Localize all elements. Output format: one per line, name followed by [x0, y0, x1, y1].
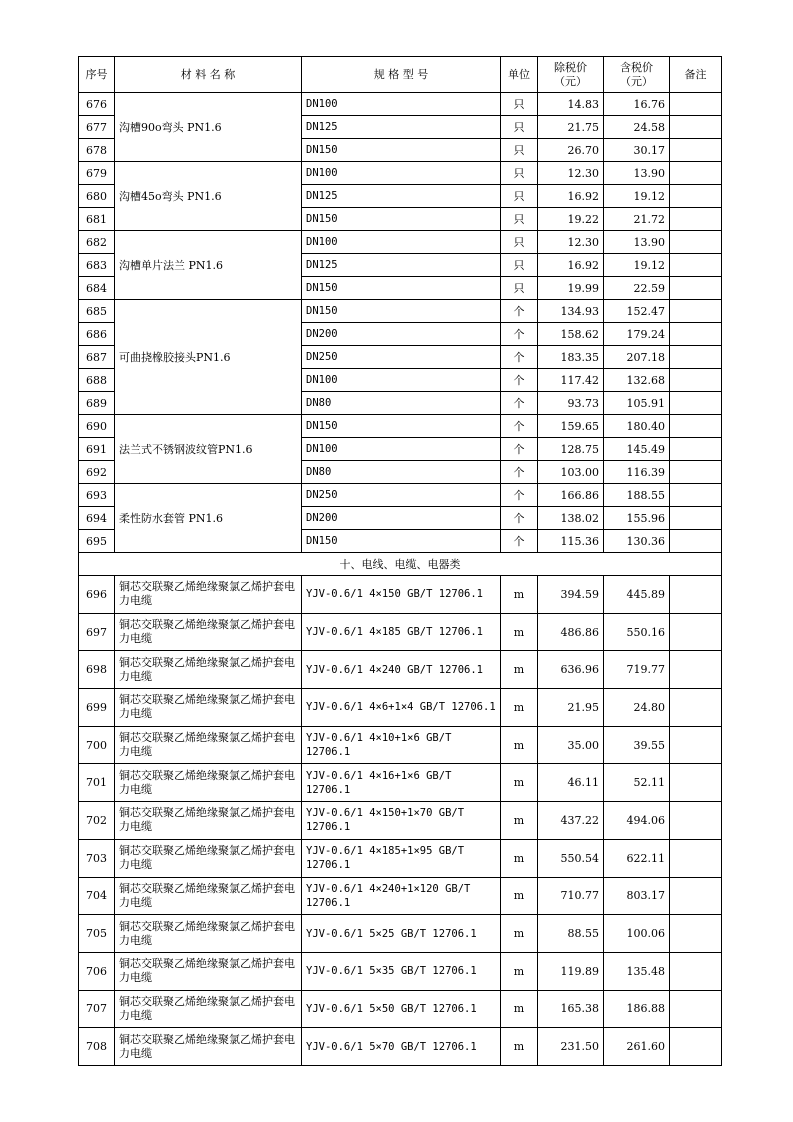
row-price-ex-tax: 16.92	[538, 185, 604, 208]
row-note	[670, 507, 722, 530]
material-name: 铜芯交联聚乙烯绝缘聚氯乙烯护套电力电缆	[115, 839, 302, 877]
material-name: 柔性防水套管 PN1.6	[115, 484, 302, 553]
row-price-ex-tax: 12.30	[538, 231, 604, 254]
table-row	[79, 576, 722, 614]
row-note	[670, 369, 722, 392]
row-note	[670, 726, 722, 764]
row-unit: m	[501, 613, 538, 651]
row-spec: DN80	[302, 461, 501, 484]
row-price-ex-tax: 166.86	[538, 484, 604, 507]
row-seq: 680	[79, 185, 115, 208]
table-row	[79, 415, 722, 438]
row-price-inc-tax: 16.76	[604, 93, 670, 116]
row-seq: 702	[79, 802, 115, 840]
row-note	[670, 231, 722, 254]
row-seq: 698	[79, 651, 115, 689]
table-row	[79, 915, 722, 953]
row-seq: 693	[79, 484, 115, 507]
table-row	[79, 689, 722, 727]
row-unit: m	[501, 689, 538, 727]
row-spec: DN80	[302, 392, 501, 415]
table-row	[79, 802, 722, 840]
row-seq: 683	[79, 254, 115, 277]
row-unit: 个	[501, 484, 538, 507]
material-name: 可曲挠橡胶接头PN1.6	[115, 300, 302, 415]
row-unit: 个	[501, 461, 538, 484]
row-seq: 685	[79, 300, 115, 323]
row-seq: 689	[79, 392, 115, 415]
table-row	[79, 162, 722, 185]
row-unit: 个	[501, 415, 538, 438]
row-unit: 个	[501, 300, 538, 323]
table-row	[79, 651, 722, 689]
row-price-inc-tax: 135.48	[604, 952, 670, 990]
row-unit: m	[501, 802, 538, 840]
table-row	[79, 613, 722, 651]
row-price-ex-tax: 550.54	[538, 839, 604, 877]
row-note	[670, 438, 722, 461]
row-unit: 个	[501, 346, 538, 369]
row-price-inc-tax: 155.96	[604, 507, 670, 530]
row-note	[670, 990, 722, 1028]
row-spec: DN100	[302, 93, 501, 116]
row-spec: DN150	[302, 530, 501, 553]
row-spec: YJV-0.6/1 5×25 GB/T 12706.1	[302, 915, 501, 953]
row-seq: 700	[79, 726, 115, 764]
row-note	[670, 139, 722, 162]
row-price-ex-tax: 183.35	[538, 346, 604, 369]
header-seq: 序号	[79, 57, 115, 93]
row-note	[670, 764, 722, 802]
row-price-ex-tax: 93.73	[538, 392, 604, 415]
header-price-inc-tax-line2: （元）	[620, 74, 653, 88]
row-price-inc-tax: 22.59	[604, 277, 670, 300]
row-seq: 682	[79, 231, 115, 254]
row-seq: 703	[79, 839, 115, 877]
row-price-ex-tax: 117.42	[538, 369, 604, 392]
row-price-inc-tax: 19.12	[604, 185, 670, 208]
row-price-ex-tax: 14.83	[538, 93, 604, 116]
table-row	[79, 300, 722, 323]
row-price-inc-tax: 39.55	[604, 726, 670, 764]
row-note	[670, 952, 722, 990]
row-unit: 只	[501, 254, 538, 277]
row-spec: DN250	[302, 484, 501, 507]
header-price-inc-tax-line1: 含税价	[620, 60, 653, 74]
row-spec: DN100	[302, 162, 501, 185]
row-seq: 704	[79, 877, 115, 915]
row-price-inc-tax: 188.55	[604, 484, 670, 507]
material-name: 铜芯交联聚乙烯绝缘聚氯乙烯护套电力电缆	[115, 1028, 302, 1066]
material-name: 法兰式不锈钢波纹管PN1.6	[115, 415, 302, 484]
row-unit: 只	[501, 231, 538, 254]
row-price-ex-tax: 21.95	[538, 689, 604, 727]
row-price-inc-tax: 116.39	[604, 461, 670, 484]
row-seq: 690	[79, 415, 115, 438]
row-note	[670, 116, 722, 139]
row-price-inc-tax: 179.24	[604, 323, 670, 346]
row-seq: 686	[79, 323, 115, 346]
row-seq: 701	[79, 764, 115, 802]
row-price-inc-tax: 550.16	[604, 613, 670, 651]
row-price-inc-tax: 130.36	[604, 530, 670, 553]
header-note: 备注	[670, 57, 722, 93]
row-price-inc-tax: 207.18	[604, 346, 670, 369]
row-unit: 只	[501, 139, 538, 162]
row-unit: m	[501, 915, 538, 953]
material-name: 铜芯交联聚乙烯绝缘聚氯乙烯护套电力电缆	[115, 990, 302, 1028]
row-unit: m	[501, 839, 538, 877]
row-price-inc-tax: 719.77	[604, 651, 670, 689]
row-note	[670, 576, 722, 614]
row-unit: 只	[501, 208, 538, 231]
header-price-ex-tax	[538, 57, 604, 93]
row-seq: 694	[79, 507, 115, 530]
row-spec: YJV-0.6/1 4×240 GB/T 12706.1	[302, 651, 501, 689]
row-price-inc-tax: 105.91	[604, 392, 670, 415]
row-note	[670, 300, 722, 323]
row-spec: DN250	[302, 346, 501, 369]
row-price-inc-tax: 494.06	[604, 802, 670, 840]
row-price-ex-tax: 16.92	[538, 254, 604, 277]
table-row	[79, 93, 722, 116]
row-unit: m	[501, 877, 538, 915]
material-name: 铜芯交联聚乙烯绝缘聚氯乙烯护套电力电缆	[115, 877, 302, 915]
row-price-inc-tax: 21.72	[604, 208, 670, 231]
row-price-inc-tax: 180.40	[604, 415, 670, 438]
row-note	[670, 392, 722, 415]
row-price-inc-tax: 100.06	[604, 915, 670, 953]
row-unit: m	[501, 764, 538, 802]
row-price-inc-tax: 13.90	[604, 231, 670, 254]
row-spec: DN150	[302, 139, 501, 162]
row-note	[670, 93, 722, 116]
table-row	[79, 839, 722, 877]
row-price-inc-tax: 186.88	[604, 990, 670, 1028]
row-unit: m	[501, 990, 538, 1028]
row-price-inc-tax: 30.17	[604, 139, 670, 162]
price-table	[78, 56, 722, 1066]
header-name: 材 料 名 称	[115, 57, 302, 93]
row-note	[670, 323, 722, 346]
row-spec: YJV-0.6/1 5×70 GB/T 12706.1	[302, 1028, 501, 1066]
row-note	[670, 613, 722, 651]
row-spec: YJV-0.6/1 4×10+1×6 GB/T 12706.1	[302, 726, 501, 764]
row-seq: 677	[79, 116, 115, 139]
row-spec: DN125	[302, 185, 501, 208]
row-spec: YJV-0.6/1 4×185+1×95 GB/T 12706.1	[302, 839, 501, 877]
row-spec: DN150	[302, 208, 501, 231]
row-unit: m	[501, 952, 538, 990]
row-spec: DN100	[302, 231, 501, 254]
row-note	[670, 277, 722, 300]
row-price-ex-tax: 103.00	[538, 461, 604, 484]
row-price-inc-tax: 152.47	[604, 300, 670, 323]
material-name: 铜芯交联聚乙烯绝缘聚氯乙烯护套电力电缆	[115, 952, 302, 990]
row-price-ex-tax: 231.50	[538, 1028, 604, 1066]
row-note	[670, 484, 722, 507]
table-row	[79, 990, 722, 1028]
row-unit: 个	[501, 438, 538, 461]
row-price-ex-tax: 12.30	[538, 162, 604, 185]
section-title: 十、电线、电缆、电器类	[79, 553, 722, 576]
row-note	[670, 530, 722, 553]
row-price-ex-tax: 128.75	[538, 438, 604, 461]
row-price-inc-tax: 803.17	[604, 877, 670, 915]
row-price-ex-tax: 115.36	[538, 530, 604, 553]
row-price-inc-tax: 145.49	[604, 438, 670, 461]
header-price-inc-tax	[604, 57, 670, 93]
row-spec: DN150	[302, 277, 501, 300]
material-name: 铜芯交联聚乙烯绝缘聚氯乙烯护套电力电缆	[115, 802, 302, 840]
row-seq: 679	[79, 162, 115, 185]
row-seq: 696	[79, 576, 115, 614]
row-unit: m	[501, 1028, 538, 1066]
material-name: 沟槽90o弯头 PN1.6	[115, 93, 302, 162]
row-price-ex-tax: 165.38	[538, 990, 604, 1028]
material-name: 铜芯交联聚乙烯绝缘聚氯乙烯护套电力电缆	[115, 651, 302, 689]
row-price-ex-tax: 26.70	[538, 139, 604, 162]
row-price-ex-tax: 134.93	[538, 300, 604, 323]
row-seq: 708	[79, 1028, 115, 1066]
row-seq: 697	[79, 613, 115, 651]
row-unit: 只	[501, 277, 538, 300]
material-name: 铜芯交联聚乙烯绝缘聚氯乙烯护套电力电缆	[115, 726, 302, 764]
row-spec: YJV-0.6/1 4×16+1×6 GB/T 12706.1	[302, 764, 501, 802]
row-price-ex-tax: 19.99	[538, 277, 604, 300]
row-spec: DN150	[302, 300, 501, 323]
row-price-ex-tax: 710.77	[538, 877, 604, 915]
row-seq: 691	[79, 438, 115, 461]
row-unit: m	[501, 651, 538, 689]
row-unit: m	[501, 726, 538, 764]
row-unit: 只	[501, 162, 538, 185]
row-seq: 705	[79, 915, 115, 953]
material-name: 沟槽单片法兰 PN1.6	[115, 231, 302, 300]
row-price-ex-tax: 159.65	[538, 415, 604, 438]
material-name: 铜芯交联聚乙烯绝缘聚氯乙烯护套电力电缆	[115, 576, 302, 614]
row-note	[670, 915, 722, 953]
row-price-ex-tax: 88.55	[538, 915, 604, 953]
table-row	[79, 484, 722, 507]
row-seq: 676	[79, 93, 115, 116]
row-note	[670, 877, 722, 915]
row-unit: 只	[501, 185, 538, 208]
row-seq: 681	[79, 208, 115, 231]
row-spec: DN100	[302, 438, 501, 461]
row-note	[670, 461, 722, 484]
row-price-ex-tax: 21.75	[538, 116, 604, 139]
row-note	[670, 802, 722, 840]
material-name: 铜芯交联聚乙烯绝缘聚氯乙烯护套电力电缆	[115, 689, 302, 727]
row-spec: YJV-0.6/1 4×185 GB/T 12706.1	[302, 613, 501, 651]
row-spec: YJV-0.6/1 4×6+1×4 GB/T 12706.1	[302, 689, 501, 727]
header-price-ex-tax-line1: 除税价	[554, 60, 587, 74]
row-unit: 只	[501, 93, 538, 116]
row-price-ex-tax: 636.96	[538, 651, 604, 689]
row-seq: 695	[79, 530, 115, 553]
header-spec: 规 格 型 号	[302, 57, 501, 93]
material-name: 铜芯交联聚乙烯绝缘聚氯乙烯护套电力电缆	[115, 915, 302, 953]
row-price-ex-tax: 35.00	[538, 726, 604, 764]
row-price-ex-tax: 19.22	[538, 208, 604, 231]
material-name: 铜芯交联聚乙烯绝缘聚氯乙烯护套电力电缆	[115, 764, 302, 802]
row-price-ex-tax: 437.22	[538, 802, 604, 840]
row-unit: 个	[501, 530, 538, 553]
row-note	[670, 839, 722, 877]
table-row	[79, 231, 722, 254]
row-price-ex-tax: 119.89	[538, 952, 604, 990]
row-price-inc-tax: 24.80	[604, 689, 670, 727]
table-row	[79, 1028, 722, 1066]
row-seq: 707	[79, 990, 115, 1028]
row-price-inc-tax: 24.58	[604, 116, 670, 139]
table-header-row	[79, 57, 722, 93]
row-price-ex-tax: 46.11	[538, 764, 604, 802]
row-spec: YJV-0.6/1 5×35 GB/T 12706.1	[302, 952, 501, 990]
row-seq: 684	[79, 277, 115, 300]
row-note	[670, 162, 722, 185]
row-spec: DN200	[302, 507, 501, 530]
row-note	[670, 185, 722, 208]
row-price-inc-tax: 261.60	[604, 1028, 670, 1066]
row-spec: DN200	[302, 323, 501, 346]
row-price-ex-tax: 486.86	[538, 613, 604, 651]
row-note	[670, 415, 722, 438]
row-seq: 692	[79, 461, 115, 484]
material-name: 铜芯交联聚乙烯绝缘聚氯乙烯护套电力电缆	[115, 613, 302, 651]
row-unit: 个	[501, 507, 538, 530]
row-spec: DN150	[302, 415, 501, 438]
header-unit: 单位	[501, 57, 538, 93]
row-note	[670, 651, 722, 689]
row-unit: 个	[501, 392, 538, 415]
row-price-inc-tax: 19.12	[604, 254, 670, 277]
material-name: 沟槽45o弯头 PN1.6	[115, 162, 302, 231]
row-price-ex-tax: 138.02	[538, 507, 604, 530]
table-row	[79, 726, 722, 764]
row-spec: DN125	[302, 116, 501, 139]
section-row	[79, 553, 722, 576]
row-price-ex-tax: 158.62	[538, 323, 604, 346]
table-row	[79, 764, 722, 802]
row-spec: DN125	[302, 254, 501, 277]
row-price-ex-tax: 394.59	[538, 576, 604, 614]
row-spec: DN100	[302, 369, 501, 392]
row-note	[670, 346, 722, 369]
row-seq: 678	[79, 139, 115, 162]
row-note	[670, 254, 722, 277]
row-unit: m	[501, 576, 538, 614]
row-note	[670, 1028, 722, 1066]
row-price-inc-tax: 13.90	[604, 162, 670, 185]
row-price-inc-tax: 52.11	[604, 764, 670, 802]
row-unit: 个	[501, 323, 538, 346]
row-price-inc-tax: 132.68	[604, 369, 670, 392]
row-spec: YJV-0.6/1 4×150+1×70 GB/T 12706.1	[302, 802, 501, 840]
table-row	[79, 877, 722, 915]
row-seq: 699	[79, 689, 115, 727]
row-price-inc-tax: 445.89	[604, 576, 670, 614]
row-note	[670, 689, 722, 727]
row-price-inc-tax: 622.11	[604, 839, 670, 877]
row-spec: YJV-0.6/1 4×240+1×120 GB/T 12706.1	[302, 877, 501, 915]
row-spec: YJV-0.6/1 4×150 GB/T 12706.1	[302, 576, 501, 614]
header-price-ex-tax-line2: （元）	[554, 74, 587, 88]
row-seq: 688	[79, 369, 115, 392]
table-row	[79, 952, 722, 990]
row-spec: YJV-0.6/1 5×50 GB/T 12706.1	[302, 990, 501, 1028]
row-seq: 687	[79, 346, 115, 369]
row-seq: 706	[79, 952, 115, 990]
row-unit: 只	[501, 116, 538, 139]
row-note	[670, 208, 722, 231]
row-unit: 个	[501, 369, 538, 392]
